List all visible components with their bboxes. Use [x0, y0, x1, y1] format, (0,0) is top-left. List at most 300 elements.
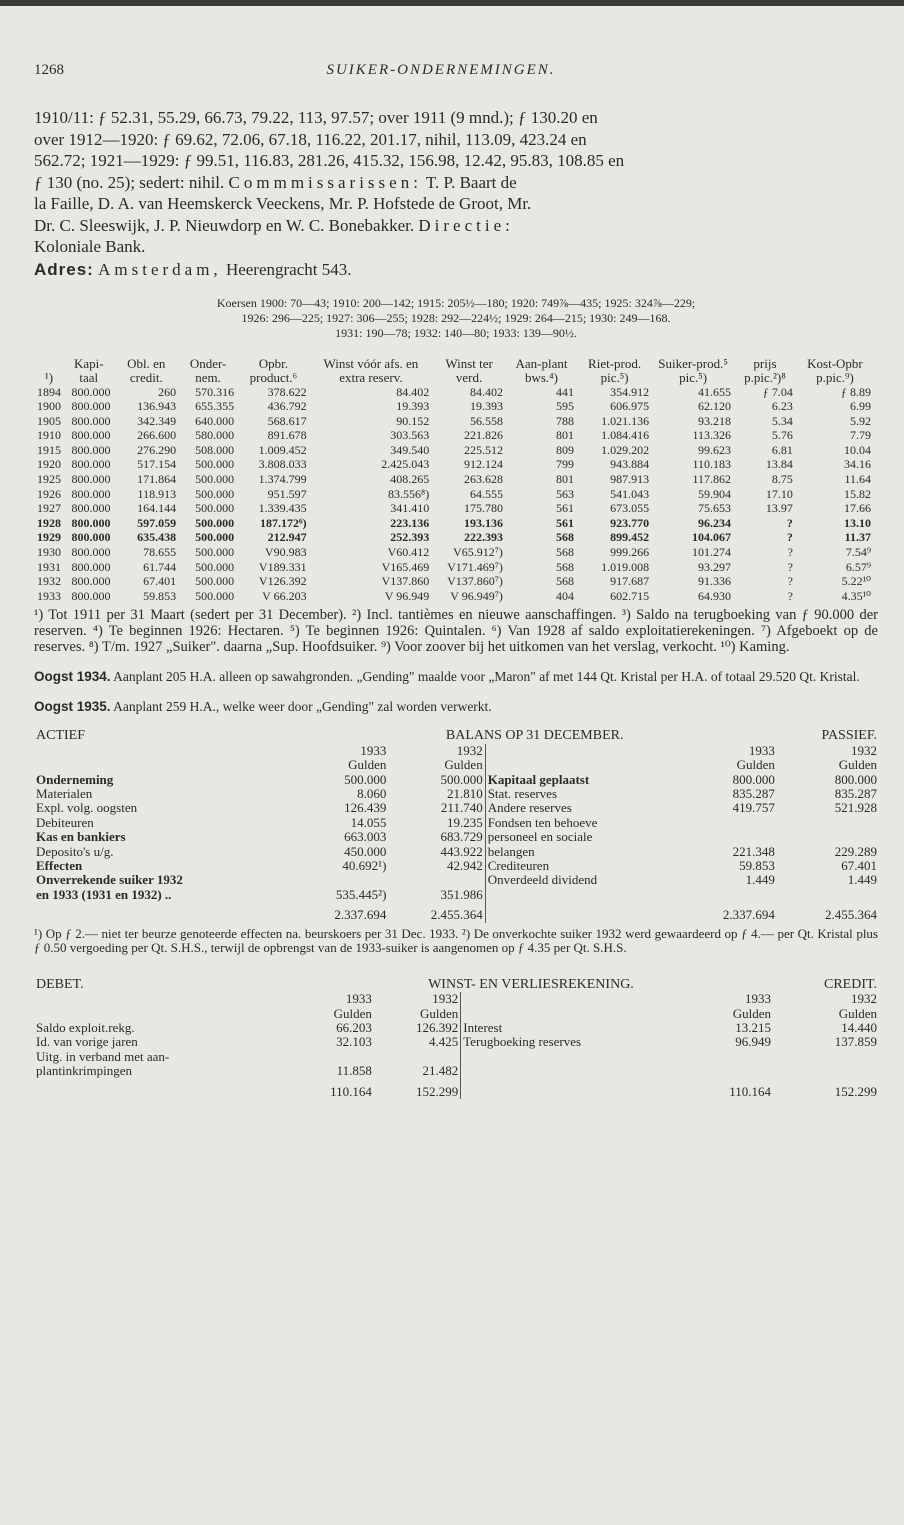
column-label: 1933: [748, 742, 775, 758]
table-cell: 891.678: [267, 428, 307, 443]
column-label: 1932: [851, 742, 877, 758]
table-row: [34, 487, 874, 502]
table-cell: 1927: [37, 501, 61, 516]
item-value: 800.000: [732, 771, 775, 787]
table-cell: 7.54⁹: [845, 545, 871, 560]
table-cell: 404: [556, 588, 575, 603]
table-cell: 800.000: [71, 559, 111, 574]
item-value: 221.348: [732, 843, 775, 859]
table-cell: 118.913: [137, 486, 177, 501]
item-label: Deposito's u/g.: [36, 843, 114, 859]
intro-line: [34, 215, 878, 237]
column-label: 1933: [345, 991, 372, 1007]
table-cell: 1910: [37, 428, 61, 443]
table-cell: 225.512: [463, 442, 503, 457]
table-cell: 7.79: [850, 428, 871, 443]
table-cell: 568.617: [267, 413, 307, 428]
table-cell: 171.864: [137, 472, 177, 487]
table-cell: 6.57⁹: [845, 559, 871, 574]
item-label: Interest: [461, 1021, 688, 1035]
list-item: [34, 1021, 879, 1035]
table-cell: V137.860⁷): [447, 574, 503, 589]
table-cell: 91.336: [698, 574, 732, 589]
item-value: 835.287: [732, 786, 775, 802]
item-label: plantinkrimpingen: [36, 1063, 133, 1079]
item-value: 67.401: [841, 858, 877, 874]
table-body: [34, 385, 874, 604]
table-cell: 164.144: [137, 501, 177, 516]
column-header: Winst ter verd.: [445, 355, 493, 385]
table-cell: 84.402: [469, 384, 503, 399]
table-cell: 800.000: [71, 442, 111, 457]
item-value: 13.215: [735, 1019, 772, 1035]
table-cell: 1.374.799: [258, 472, 307, 487]
table-row: [34, 399, 874, 414]
table-cell: 8.75: [771, 472, 793, 487]
table-cell: 5.76: [771, 428, 793, 443]
oogst-1935-text: Aanplant 259 H.A., welke weer door „Gending" zal worden verwerkt.: [113, 699, 492, 715]
item-label: [461, 1064, 688, 1078]
table-cell: 500.000: [195, 486, 235, 501]
table-cell: 655.355: [195, 399, 235, 414]
oogst-1934: [34, 669, 878, 685]
item-label: Kas en bankiers: [36, 829, 126, 845]
item-label: Effecten: [36, 858, 83, 874]
share-prices: [34, 296, 878, 341]
table-cell: 101.274: [692, 545, 732, 560]
table-cell: 1915: [37, 442, 61, 457]
table-cell: 595: [556, 399, 575, 414]
item-value: 500.000: [344, 771, 387, 787]
item-label: Kapitaal geplaatst: [485, 773, 681, 787]
list-item: [34, 859, 879, 873]
table-cell: 13.97: [765, 501, 793, 516]
table-cell: 800.000: [71, 574, 111, 589]
running-title: SUIKER-ONDERNEMINGEN.: [326, 62, 556, 78]
table-cell: 93.218: [698, 413, 732, 428]
total-value: 152.299: [834, 1083, 877, 1099]
table-cell: 788: [556, 413, 575, 428]
right-heading: CREDIT.: [823, 976, 877, 992]
table-cell: 640.000: [195, 413, 235, 428]
item-value: [374, 1050, 461, 1064]
table-cell: 17.66: [844, 501, 871, 516]
spacer: [461, 1079, 688, 1099]
item-value: 351.986: [440, 886, 483, 902]
table-cell: 19.393: [396, 399, 430, 414]
item-value: [681, 816, 777, 830]
table-cell: ?: [786, 515, 793, 530]
table-row: [34, 574, 874, 589]
column-header: Kapi-taal: [73, 355, 104, 385]
table-cell: 5.34: [771, 413, 793, 428]
table-cell: 1900: [37, 399, 61, 414]
table-header-row: [34, 357, 874, 385]
address-label: Adres:: [34, 259, 94, 279]
item-label: Onverrekende suiker 1932: [36, 872, 183, 888]
table-cell: 800.000: [71, 530, 111, 545]
table-cell: 800.000: [71, 457, 111, 472]
column-header: Winst vóór afs. en extra reserv.: [323, 355, 419, 385]
table-cell: 500.000: [195, 457, 235, 472]
table-cell: V60.412: [387, 545, 430, 560]
item-label: Crediteuren: [485, 859, 681, 873]
table-cell: 800.000: [71, 515, 111, 530]
table-cell: V171.469⁷): [447, 559, 503, 574]
column-label: 1933: [745, 991, 772, 1007]
table-cell: 110.183: [692, 457, 732, 472]
item-value: 8.060: [357, 786, 387, 802]
table-cell: 341.410: [390, 501, 430, 516]
item-value: 66.203: [336, 1019, 372, 1035]
table-cell: 223.136: [390, 515, 430, 530]
item-value: 14.440: [841, 1019, 877, 1035]
table-cell: V 96.949⁷): [450, 588, 503, 603]
item-value: [688, 1050, 773, 1064]
table-cell: 568: [556, 545, 575, 560]
table-cell: 15.82: [844, 486, 871, 501]
table-cell: 673.055: [610, 501, 650, 516]
intro-line: 562.72; 1921—1929: ƒ 99.51, 116.83, 281.26, 415.32, 156.98, 12.42, 95.83, 108.85 en: [34, 151, 625, 170]
table-cell: 799: [556, 457, 575, 472]
item-label: Onverdeeld dividend: [485, 873, 681, 887]
list-item: [34, 1035, 879, 1049]
table-cell: 635.438: [137, 530, 177, 545]
table-cell: 93.297: [698, 559, 732, 574]
table-row: [34, 472, 874, 487]
table-cell: 570.316: [195, 384, 235, 399]
table-cell: 96.234: [698, 515, 732, 530]
table-cell: 303.563: [390, 428, 430, 443]
spacer: [461, 992, 688, 1006]
item-value: 96.949: [735, 1034, 772, 1050]
table-cell: 75.653: [698, 501, 732, 516]
table-cell: ƒ 8.89: [841, 384, 871, 399]
table-cell: 508.000: [195, 442, 235, 457]
table-cell: 64.930: [698, 588, 732, 603]
table-row: [34, 545, 874, 560]
item-value: 1.449: [745, 872, 775, 888]
table-cell: 800.000: [71, 472, 111, 487]
column-header: Suiker-prod.⁵ pic.⁵): [658, 355, 728, 385]
table-cell: V90.983: [264, 545, 307, 560]
table-cell: 136.943: [137, 399, 177, 414]
year-row: [34, 758, 879, 772]
table-cell: 67.401: [143, 574, 177, 589]
spacer: [485, 902, 681, 922]
balance-sheet: [34, 729, 879, 922]
table-cell: 13.10: [844, 515, 871, 530]
item-label: Uitg. in verband met aan-: [36, 1048, 170, 1064]
list-item: [34, 888, 879, 902]
spacer: [34, 902, 292, 922]
table-cell: 6.99: [850, 399, 871, 414]
intro-paragraph: [34, 107, 878, 258]
sheet-title: WINST- EN VERLIESREKENING.: [428, 976, 634, 992]
commissarissen-label: Commmissarissen:: [228, 172, 422, 192]
table-cell: 61.744: [143, 559, 177, 574]
item-value: [688, 1064, 773, 1078]
item-label: [485, 888, 681, 902]
spacer: [485, 758, 681, 772]
table-cell: 568: [556, 559, 575, 574]
table-cell: 800.000: [71, 545, 111, 560]
table-cell: 6.23: [771, 399, 793, 414]
intro-line: [34, 172, 878, 194]
item-value: 126.439: [344, 800, 387, 816]
total-value: 2.337.694: [334, 907, 387, 923]
table-cell: 41.655: [698, 384, 732, 399]
column-header: prijs p.pic.²)⁸: [744, 355, 786, 385]
column-header: Riet-prod. pic.⁵): [588, 355, 642, 385]
intro-line: la Faille, D. A. van Heemskerck Veeckens, Mr. P. Hofstede de Groot, Mr.: [34, 194, 532, 213]
oogst-1934-text: Aanplant 205 H.A. alleen op sawahgronden. „Gending" maalde voor „Maron" af met 144 Qt. Kristal per H.A. of totaal 29.520 Qt. Kristal.: [113, 669, 860, 685]
table-cell: V65.912⁷): [453, 545, 503, 560]
item-value: 211.740: [440, 800, 483, 816]
address-street: Heerengracht 543.: [225, 259, 352, 279]
table-cell: 5.92: [850, 413, 871, 428]
table-cell: 378.622: [267, 384, 307, 399]
table-cell: V 96.949: [384, 588, 430, 603]
item-value: 683.729: [440, 829, 483, 845]
table-cell: ?: [787, 574, 793, 589]
table-cell: 263.628: [463, 472, 503, 487]
table-cell: 561: [556, 515, 575, 530]
table-footnotes: ¹) Tot 1911 per 31 Maart (sedert per 31 December). ²) Incl. tantièmes en nieuwe aanschaffingen. ³) Saldo na terugboeking van ƒ 90.000 der reserven. ⁴) Te beginnen 1926: Hectaren. ⁵) Te beginnen 1926: Quintalen. ⁶) Van 1928 af saldo exploitatierekeningen. ⁷) Afgeboekt op de reserves. ⁸) T/m. 1927 „Suiker". daarna „Sup. Hoofdsuiker. ⁹) Voor zoover bij het uitkomen van het verslag, verkocht. ¹⁰) Kaming.: [34, 607, 878, 656]
item-value: [777, 888, 879, 902]
item-label: en 1933 (1931 en 1932) ..: [36, 886, 172, 902]
column-label: Gulden: [419, 1005, 459, 1021]
table-cell: 90.152: [396, 413, 430, 428]
intro-text: ƒ 130 (no. 25); sedert: nihil.: [34, 172, 225, 192]
table-row: [34, 530, 874, 545]
column-label: 1932: [432, 991, 459, 1007]
intro-text: Dr. C. Sleeswijk, J. P. Nieuwdorp en W. C. Bonebakker.: [34, 215, 415, 235]
oogst-1934-label: Oogst 1934.: [34, 669, 111, 685]
table-cell: 1925: [37, 472, 61, 487]
table-cell: 800.000: [71, 384, 111, 399]
table-cell: 193.136: [463, 515, 503, 530]
table-cell: 99.623: [698, 442, 732, 457]
table-cell: 541.043: [610, 486, 650, 501]
table-cell: 1929: [37, 530, 61, 545]
column-header: Opbr. product.⁶: [249, 355, 298, 385]
item-value: 443.922: [440, 843, 483, 859]
item-label: Stat. reserves: [485, 787, 681, 801]
table-cell: 436.792: [267, 399, 307, 414]
table-cell: 800.000: [71, 413, 111, 428]
table-cell: 987.913: [610, 472, 650, 487]
koersen-line: Koersen 1900: 70—43; 1910: 200—142; 1915: 205½—180; 1920: 749⅞—435; 1925: 324⅞—229;: [216, 295, 696, 310]
table-row: [34, 589, 874, 604]
table-cell: 187.172⁶): [260, 515, 307, 530]
statistics-table: [34, 357, 874, 604]
table-cell: 606.975: [610, 399, 650, 414]
item-value: [777, 830, 879, 844]
item-value: 450.000: [344, 843, 387, 859]
table-row: [34, 414, 874, 429]
spacer: [34, 992, 289, 1006]
item-value: [292, 873, 388, 887]
right-heading: PASSIEF.: [821, 728, 877, 744]
table-cell: 800.000: [71, 501, 111, 516]
year-row: [34, 1007, 879, 1021]
column-header: ¹): [44, 369, 54, 385]
table-cell: 800.000: [71, 486, 111, 501]
table-cell: V165.469: [381, 559, 430, 574]
table-cell: 1894: [37, 384, 61, 399]
item-label: Onderneming: [36, 771, 114, 787]
column-label: Gulden: [736, 757, 775, 773]
profit-loss-account: [34, 978, 879, 1099]
list-item: [34, 830, 879, 844]
table-cell: V126.392: [258, 574, 307, 589]
table-cell: ?: [787, 559, 793, 574]
table-cell: 1.339.435: [258, 501, 307, 516]
table-cell: 899.452: [610, 530, 650, 545]
table-cell: 113.326: [692, 428, 732, 443]
total-row: [34, 902, 879, 922]
table-cell: 10.04: [844, 442, 871, 457]
left-heading: DEBET.: [36, 976, 84, 992]
total-value: 110.164: [729, 1083, 772, 1099]
table-cell: 252.393: [390, 530, 430, 545]
table-cell: 1905: [37, 413, 61, 428]
item-value: [388, 873, 485, 887]
table-cell: 266.600: [137, 428, 177, 443]
table-cell: 84.402: [396, 384, 430, 399]
table-cell: 1.019.008: [601, 559, 650, 574]
table-cell: 354.912: [610, 384, 650, 399]
column-label: 1932: [851, 991, 877, 1007]
item-value: 11.858: [336, 1063, 372, 1079]
table-cell: 800.000: [71, 428, 111, 443]
table-cell: 1930: [37, 545, 61, 560]
table-cell: 11.37: [844, 530, 871, 545]
spacer: [34, 1079, 289, 1099]
table-cell: ƒ 7.04: [762, 384, 793, 399]
address-line: [34, 260, 878, 280]
table-cell: 500.000: [195, 472, 235, 487]
total-value: 2.455.364: [430, 907, 483, 923]
directie-label: Directie:: [418, 215, 514, 235]
intro-line: over 1912—1920: ƒ 69.62, 72.06, 67.18, 116.22, 201.17, nihil, 113.09, 423.24 en: [34, 129, 587, 149]
item-value: [773, 1050, 879, 1064]
item-value: 229.289: [834, 843, 877, 859]
table-cell: 349.540: [390, 442, 430, 457]
table-cell: 912.124: [463, 457, 503, 472]
table-cell: 917.687: [610, 574, 650, 589]
balance-footnotes: ¹) Op ƒ 2.— niet ter beurze genoteerde effecten na. beurskoers per 31 Dec. 1933. ²) De onverkochte suiker 1932 werd gewaardeerd op ƒ 4.— per Qt. Kristal plus ƒ 0.50 vergoeding per Qt. S.H.S., terwijl de opbrengst van de 1933-suiker is aangenomen op ƒ 4.35 per Qt. S.H.S.: [34, 925, 878, 956]
table-cell: 597.059: [137, 515, 177, 530]
table-cell: 1926: [37, 486, 61, 501]
list-item: [34, 816, 879, 830]
item-value: 19.235: [446, 814, 483, 830]
item-value: 21.810: [446, 786, 483, 802]
table-cell: 221.826: [463, 428, 503, 443]
list-item: [34, 801, 879, 815]
table-cell: 11.64: [844, 472, 871, 487]
table-cell: 500.000: [195, 559, 235, 574]
table-row: [34, 560, 874, 575]
item-value: 500.000: [440, 771, 483, 787]
item-value: 59.853: [739, 858, 775, 874]
item-value: 137.859: [834, 1034, 877, 1050]
item-label: Saldo exploit.rekg.: [36, 1019, 135, 1035]
item-value: 21.482: [422, 1063, 459, 1079]
total-value: 110.164: [330, 1083, 372, 1099]
table-cell: 1.009.452: [258, 442, 307, 457]
column-label: Gulden: [333, 1005, 372, 1021]
table-cell: ?: [787, 545, 793, 560]
item-label: Debiteuren: [36, 814, 94, 830]
column-label: 1932: [456, 742, 483, 758]
table-cell: 1928: [37, 515, 61, 530]
table-cell: 500.000: [195, 515, 235, 530]
item-value: [773, 1064, 879, 1078]
total-value: 152.299: [415, 1083, 459, 1099]
table-cell: 59.904: [698, 486, 732, 501]
table-cell: 19.393: [469, 399, 503, 414]
item-value: 14.055: [350, 814, 387, 830]
table-cell: 1.084.416: [601, 428, 650, 443]
table-row: [34, 457, 874, 472]
list-item: [34, 1064, 879, 1078]
item-value: [289, 1050, 374, 1064]
scan-edge: [0, 0, 904, 6]
table-cell: 568: [556, 530, 575, 545]
intro-text: T. P. Baart de: [425, 172, 517, 192]
table-cell: 5.22¹⁰: [841, 574, 871, 589]
column-header: Aan-plant bws.⁴): [515, 355, 568, 385]
table-cell: V137.860: [381, 574, 430, 589]
table-cell: 923.770: [610, 515, 650, 530]
column-label: Gulden: [838, 1005, 877, 1021]
column-label: Gulden: [348, 757, 387, 773]
item-value: 835.287: [834, 786, 877, 802]
table-cell: 809: [556, 442, 575, 457]
table-cell: 580.000: [195, 428, 235, 443]
table-cell: 34.16: [844, 457, 871, 472]
table-cell: 1.029.202: [601, 442, 650, 457]
item-value: [681, 888, 777, 902]
item-label: Id. van vorige jaren: [36, 1034, 138, 1050]
column-label: 1933: [360, 742, 387, 758]
table-cell: 104.067: [692, 530, 732, 545]
item-label: belangen: [485, 845, 681, 859]
table-cell: 1933: [37, 588, 61, 603]
table-cell: 568: [556, 574, 575, 589]
oogst-1935: [34, 699, 878, 715]
item-label: personeel en sociale: [485, 830, 681, 844]
table-cell: 17.10: [765, 486, 793, 501]
spacer: [461, 1007, 688, 1021]
item-value: 521.928: [834, 800, 877, 816]
total-value: 2.455.364: [825, 907, 877, 923]
spacer: [34, 744, 292, 758]
item-value: 32.103: [336, 1034, 372, 1050]
column-header: Obl. en credit.: [127, 355, 166, 385]
item-value: 419.757: [732, 800, 775, 816]
table-cell: 500.000: [195, 530, 235, 545]
table-cell: ?: [787, 588, 793, 603]
item-value: [777, 816, 879, 830]
table-cell: 2.425.043: [381, 457, 430, 472]
table-row: [34, 443, 874, 458]
item-value: 800.000: [834, 771, 877, 787]
item-value: 126.392: [415, 1019, 459, 1035]
table-cell: 222.393: [463, 530, 503, 545]
